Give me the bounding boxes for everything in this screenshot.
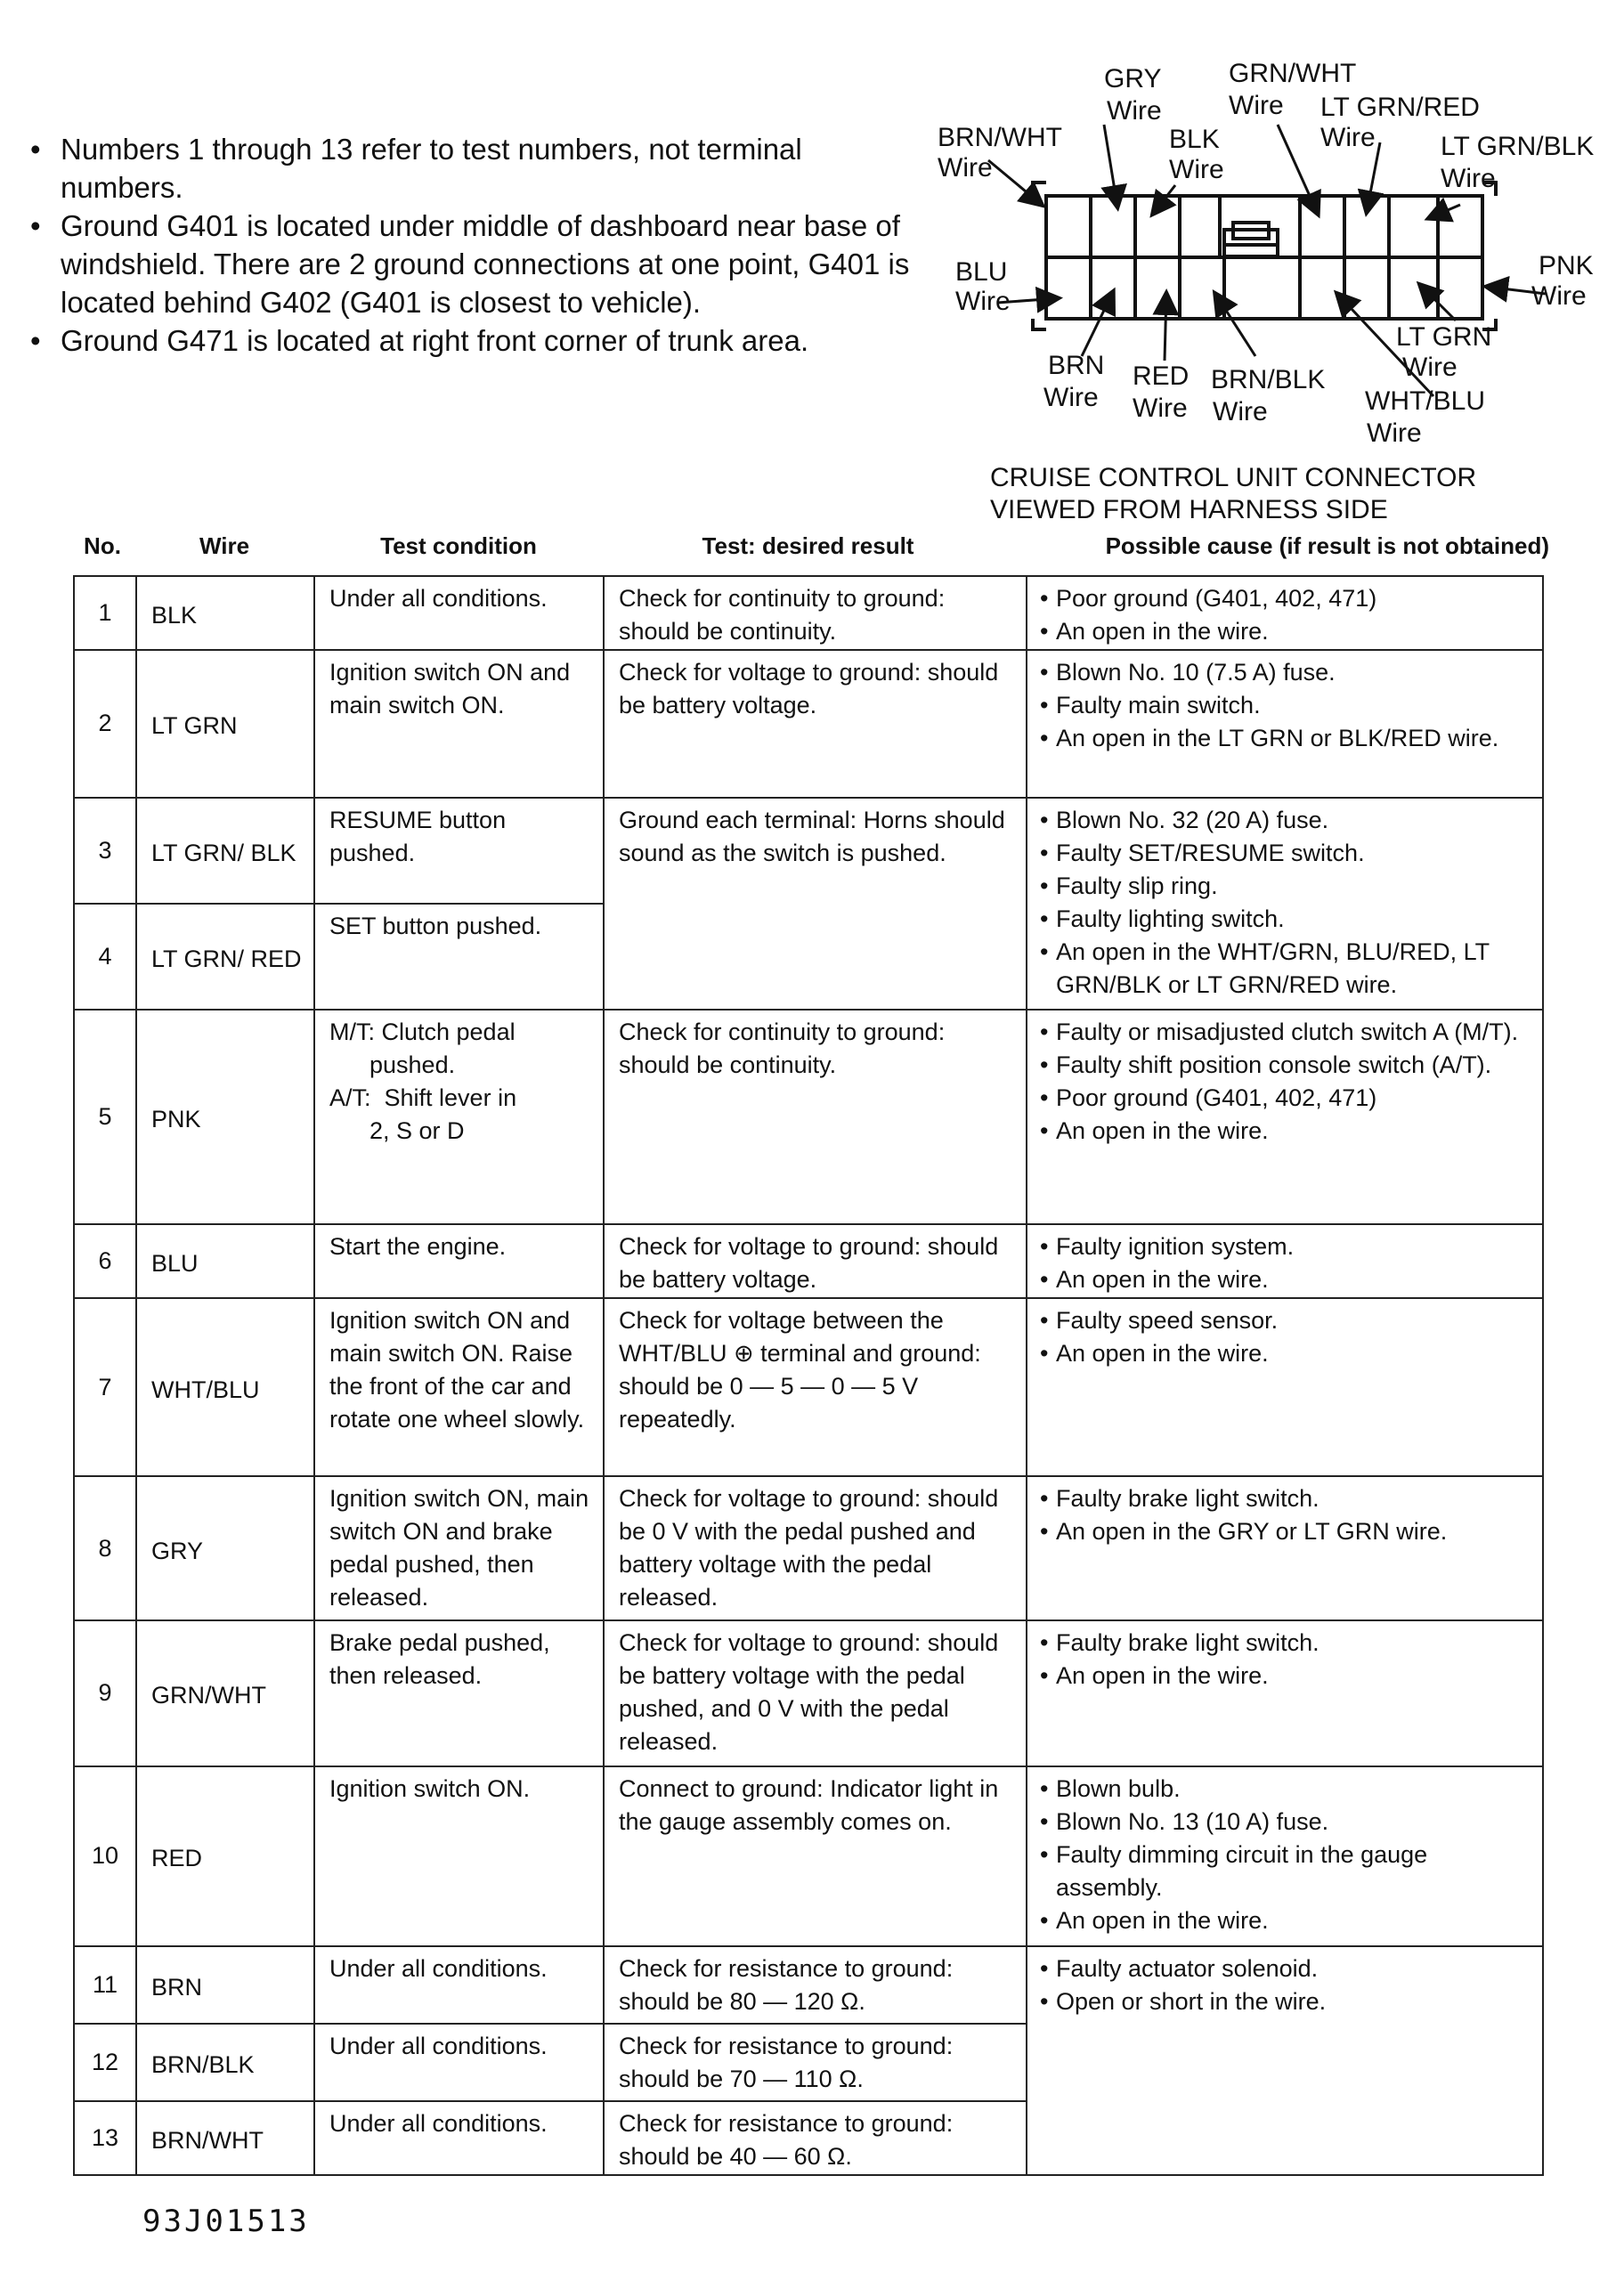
label-lt-grn: LT GRN [1396, 322, 1492, 352]
cause-item: • An open in the LT GRN or BLK/RED wire. [1040, 722, 1533, 755]
condition-line: SET button pushed. [329, 913, 542, 940]
table-row [74, 1476, 1543, 1620]
label-pnk: PNK [1539, 251, 1594, 280]
note-item: • Numbers 1 through 13 refer to test numbers, not terminal numbers. [30, 130, 930, 207]
desired-result: Connect to ground: Indicator light in the gauge assembly comes on. [604, 1766, 1027, 1946]
cause-item: • Faulty slip ring. [1040, 870, 1533, 903]
desired-result: Check for resistance to ground: should be 80 — 120 Ω. [604, 1946, 1027, 2024]
table-row [74, 1946, 1543, 2024]
table-row [74, 650, 1543, 798]
condition-line: Ignition switch ON and main switch ON. [329, 658, 571, 718]
desired-result: Check for continuity to ground: should be continuity. [604, 1010, 1027, 1224]
cause-item: • Blown bulb. [1040, 1773, 1533, 1806]
test-number: 10 [74, 1766, 136, 1946]
wire-color: LT GRN/ RED [136, 904, 314, 1010]
condition-line: pushed. [329, 1051, 456, 1079]
cause-item: • An open in the wire. [1040, 1115, 1533, 1148]
test-number: 13 [74, 2101, 136, 2175]
test-number: 4 [74, 904, 136, 1010]
cause-item: • An open in the wire. [1040, 615, 1533, 648]
cause-item: • Faulty SET/RESUME switch. [1040, 837, 1533, 870]
connector-diagram [926, 53, 1624, 552]
cause-item: • An open in the WHT/GRN, BLU/RED, LT GRN/BLK or LT GRN/RED wire. [1040, 936, 1533, 1002]
cause-item: • Faulty main switch. [1040, 689, 1533, 722]
condition-line: Ignition switch ON and main switch ON. Raise the front of the car and rotate one wheel slowly. [329, 1307, 585, 1433]
diagram-caption-line2: VIEWED FROM HARNESS SIDE [990, 495, 1388, 524]
cause-item: • Poor ground (G401, 402, 471) [1040, 582, 1533, 615]
wire-color: GRN/WHT [136, 1620, 314, 1766]
cause-item: • Blown No. 13 (10 A) fuse. [1040, 1806, 1533, 1839]
cause-item: • Faulty lighting switch. [1040, 903, 1533, 936]
label-blk-wire: Wire [1169, 155, 1224, 184]
label-wht-blu-wire: Wire [1367, 418, 1422, 448]
possible-cause [1027, 650, 1543, 798]
possible-cause [1027, 1766, 1543, 1946]
condition-line: M/T: Clutch pedal [329, 1019, 516, 1046]
possible-cause [1027, 576, 1543, 650]
condition-line: Ignition switch ON, main switch ON and brake pedal pushed, then released. [329, 1485, 589, 1611]
label-brn-wht-wire: Wire [938, 153, 993, 183]
possible-cause [1027, 1620, 1543, 1766]
wire-color: BLK [136, 576, 314, 650]
cause-item: • Faulty dimming circuit in the gauge assembly. [1040, 1839, 1533, 1904]
desired-result: Check for voltage to ground: should be 0 V with the pedal pushed and battery voltage with the pedal released. [604, 1476, 1027, 1620]
wire-color: LT GRN/ BLK [136, 798, 314, 904]
table-row [74, 1224, 1543, 1298]
figure-id: 93J01513 [142, 2204, 310, 2239]
table-row [74, 1010, 1543, 1224]
cause-item: • Faulty ignition system. [1040, 1230, 1533, 1263]
test-condition [314, 798, 604, 904]
wire-color: GRY [136, 1476, 314, 1620]
test-condition [314, 1298, 604, 1476]
condition-line: Ignition switch ON. [329, 1774, 531, 1802]
wire-color: WHT/BLU [136, 1298, 314, 1476]
test-condition [314, 576, 604, 650]
notes-list [30, 130, 930, 360]
label-grn-wht-wire: Wire [1229, 91, 1284, 120]
condition-line: Under all conditions. [329, 2110, 548, 2137]
wire-color: PNK [136, 1010, 314, 1224]
label-brn-wire: Wire [1043, 383, 1099, 412]
possible-cause [1027, 1010, 1543, 1224]
test-number: 5 [74, 1010, 136, 1224]
test-condition [314, 2024, 604, 2101]
condition-line: Start the engine. [329, 1233, 507, 1261]
desired-result: Ground each terminal: Horns should sound as the switch is pushed. [604, 798, 1027, 1011]
label-red: RED [1133, 361, 1190, 391]
test-condition [314, 1946, 604, 2024]
cause-item: • An open in the wire. [1040, 1337, 1533, 1370]
condition-line: Under all conditions. [329, 585, 548, 612]
cause-item: • Blown No. 32 (20 A) fuse. [1040, 804, 1533, 837]
diagram-caption-line1: CRUISE CONTROL UNIT CONNECTOR [990, 463, 1477, 492]
note-item: • Ground G471 is located at right front corner of trunk area. [30, 321, 930, 360]
label-lt-grn-red-wire: Wire [1320, 123, 1376, 152]
cause-item: • Faulty or misadjusted clutch switch A (M/T). [1040, 1016, 1533, 1049]
test-number: 9 [74, 1620, 136, 1766]
test-condition [314, 1010, 604, 1224]
cause-item: • Poor ground (G401, 402, 471) [1040, 1082, 1533, 1115]
test-number: 6 [74, 1224, 136, 1298]
desired-result: Check for resistance to ground: should be 70 — 110 Ω. [604, 2024, 1027, 2101]
header-result: Test: desired result [702, 532, 914, 559]
test-table-body [74, 576, 1543, 2175]
note-item: • Ground G401 is located under middle of dashboard near base of windshield. There are 2 ground connections at one point, G401 is located behind G402 (G401 is closest to vehicle). [30, 207, 930, 321]
condition-line: 2, S or D [329, 1117, 465, 1145]
possible-cause [1027, 798, 1543, 1011]
test-number: 8 [74, 1476, 136, 1620]
label-blu-wire: Wire [955, 287, 1011, 316]
condition-line: RESUME button pushed. [329, 806, 507, 866]
wire-color: BRN [136, 1946, 314, 2024]
connector-body [1033, 183, 1496, 329]
label-red-wire: Wire [1133, 394, 1188, 423]
desired-result: Check for resistance to ground: should be 40 — 60 Ω. [604, 2101, 1027, 2175]
condition-line: Under all conditions. [329, 1955, 548, 1983]
label-blu: BLU [955, 257, 1008, 287]
cause-item: • Blown No. 10 (7.5 A) fuse. [1040, 656, 1533, 689]
test-condition [314, 904, 604, 1010]
label-wht-blu: WHT/BLU [1365, 386, 1485, 416]
test-condition [314, 1766, 604, 1946]
possible-cause [1027, 1224, 1543, 1298]
test-condition [314, 1620, 604, 1766]
desired-result: Check for voltage to ground: should be battery voltage with the pedal pushed, and 0 V with the pedal released. [604, 1620, 1027, 1766]
wire-color: BLU [136, 1224, 314, 1298]
table-row [74, 1298, 1543, 1476]
test-number: 2 [74, 650, 136, 798]
table-row [74, 1766, 1543, 1946]
condition-line: Under all conditions. [329, 2033, 548, 2060]
table-row [74, 1620, 1543, 1766]
table-row [74, 576, 1543, 650]
test-condition [314, 1476, 604, 1620]
label-lt-grn-blk-wire: Wire [1441, 164, 1496, 193]
cause-item: • An open in the wire. [1040, 1660, 1533, 1692]
test-number: 7 [74, 1298, 136, 1476]
cause-item: • Faulty speed sensor. [1040, 1304, 1533, 1337]
possible-cause [1027, 1946, 1543, 2175]
test-number: 1 [74, 576, 136, 650]
header-condition: Test condition [380, 532, 537, 559]
test-condition [314, 1224, 604, 1298]
label-blk: BLK [1169, 125, 1220, 154]
wire-color: BRN/WHT [136, 2101, 314, 2175]
label-pnk-wire: Wire [1531, 281, 1587, 311]
test-number: 12 [74, 2024, 136, 2101]
label-brn-blk-wire: Wire [1213, 397, 1268, 426]
cause-item: • Open or short in the wire. [1040, 1985, 1533, 2018]
label-brn-wht: BRN/WHT [938, 123, 1062, 152]
wire-color: LT GRN [136, 650, 314, 798]
cause-item: • An open in the wire. [1040, 1263, 1533, 1296]
label-gry-wire: Wire [1107, 96, 1162, 126]
desired-result: Check for voltage to ground: should be battery voltage. [604, 1224, 1027, 1298]
condition-line: Brake pedal pushed, then released. [329, 1629, 550, 1690]
label-brn-blk: BRN/BLK [1211, 365, 1326, 394]
cause-item: • An open in the wire. [1040, 1904, 1533, 1937]
label-brn: BRN [1048, 351, 1105, 380]
cause-item: • Faulty actuator solenoid. [1040, 1952, 1533, 1985]
label-grn-wht: GRN/WHT [1229, 59, 1357, 88]
possible-cause [1027, 1298, 1543, 1476]
desired-result: Check for continuity to ground: should be continuity. [604, 576, 1027, 650]
label-lt-grn-red: LT GRN/RED [1320, 93, 1480, 122]
test-number: 11 [74, 1946, 136, 2024]
cause-item: • An open in the GRY or LT GRN wire. [1040, 1515, 1533, 1548]
header-wire: Wire [199, 532, 250, 559]
test-condition [314, 650, 604, 798]
test-number: 3 [74, 798, 136, 904]
desired-result: Check for voltage to ground: should be battery voltage. [604, 650, 1027, 798]
desired-result: Check for voltage between the WHT/BLU ⊕ terminal and ground: should be 0 — 5 — 0 — 5 V repeatedly. [604, 1298, 1027, 1476]
wire-color: BRN/BLK [136, 2024, 314, 2101]
label-lt-grn-wire: Wire [1402, 353, 1458, 382]
label-gry: GRY [1104, 64, 1162, 93]
test-condition [314, 2101, 604, 2175]
wire-color: RED [136, 1766, 314, 1946]
cause-item: • Faulty shift position console switch (A/T). [1040, 1049, 1533, 1082]
header-no: No. [84, 532, 121, 559]
cause-item: • Faulty brake light switch. [1040, 1627, 1533, 1660]
cause-item: • Faulty brake light switch. [1040, 1482, 1533, 1515]
header-cause: Possible cause (if result is not obtained) [1105, 532, 1549, 559]
test-table [73, 575, 1544, 2176]
label-lt-grn-blk: LT GRN/BLK [1441, 132, 1595, 161]
table-row [74, 798, 1543, 904]
possible-cause [1027, 1476, 1543, 1620]
condition-line: A/T: Shift lever in [329, 1084, 517, 1112]
